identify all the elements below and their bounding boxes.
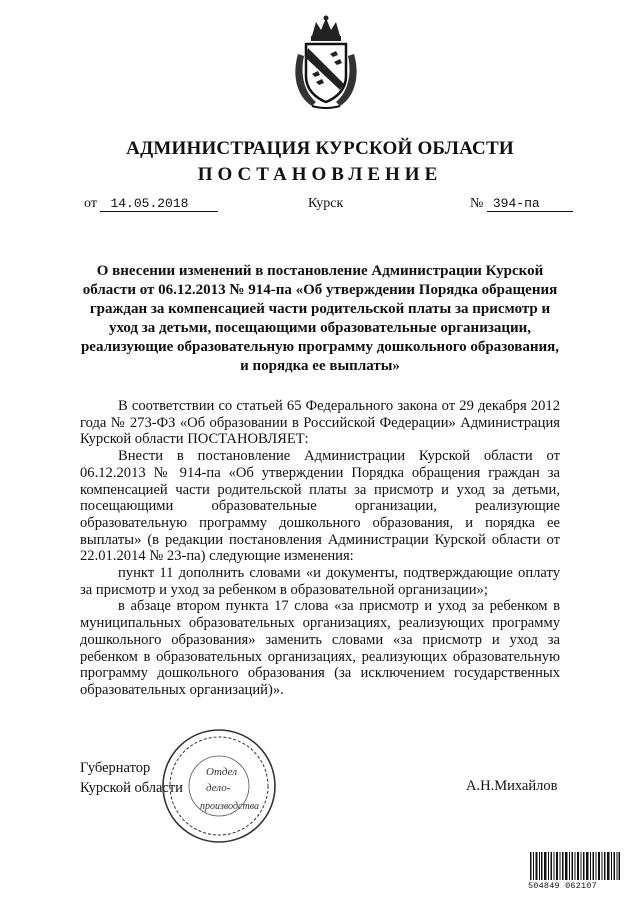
title-line: О внесении изменений в постановление Администрации Курской <box>96 263 544 279</box>
stamp-text-line: Отдел <box>206 766 237 778</box>
number-value: 394-па <box>487 197 573 212</box>
date-prefix: от <box>84 196 97 211</box>
stamp-text-line: производства <box>200 801 259 812</box>
position-line: Курской области <box>80 780 183 796</box>
body-paragraph: в абзаце втором пункта 17 слова «за присмотр и уход за ребенком в муниципальных образовательных организациях, реализующих программу дошкольного образования» заменить словами «за присмотр и уход за ребенком в образовательных организациях, реализующих образовательную программу дошкольного образования (за исключением государственных образовательных организаций)». <box>80 598 560 698</box>
signatory-name: А.Н.Михайлов <box>466 778 558 794</box>
coat-of-arms-emblem <box>290 14 362 110</box>
document-body <box>80 398 560 699</box>
date-field <box>84 196 218 212</box>
barcode <box>530 852 620 880</box>
stamp-text-line: дело- <box>206 782 231 794</box>
title-line: граждан за компенсацией части родительской платы за присмотр и <box>89 301 551 317</box>
title-line: реализующие образовательную программу дошкольного образования, <box>80 339 560 355</box>
number-prefix: № <box>470 196 484 211</box>
date-value: 14.05.2018 <box>100 197 218 212</box>
barcode-number: 504849 062107 <box>528 881 597 891</box>
number-field <box>470 196 573 212</box>
title-line: области от 06.12.2013 № 914-па «Об утверждении Порядка обращения <box>82 282 558 298</box>
title-line: уход за детьми, посещающими образовательные организации, <box>108 320 532 336</box>
organization-title: АДМИНИСТРАЦИЯ КУРСКОЙ ОБЛАСТИ <box>126 138 514 159</box>
city-label: Курск <box>308 196 344 211</box>
position-line: Губернатор <box>80 760 151 776</box>
document-type-title: ПОСТАНОВЛЕНИЕ <box>197 164 443 185</box>
body-paragraph: Внести в постановление Администрации Курской области от 06.12.2013 № 914-па «Об утверждении Порядка обращения граждан за компенсацией части родительской платы за присмотр и уход за детьми, посещающими образовательные организации, реализующие образовательную программу дошкольного образования, и порядка ее выплаты» (в редакции постановления Администрации Курской области от 22.01.2014 № 23-па) следующие изменения: <box>80 448 560 565</box>
body-paragraph: пункт 11 дополнить словами «и документы, подтверждающие оплату за присмотр и уход за ребенком в образовательной организации»; <box>80 565 560 598</box>
document-title <box>80 262 560 376</box>
title-line: и порядка ее выплаты» <box>240 358 400 374</box>
official-stamp <box>160 727 278 845</box>
body-paragraph: В соответствии со статьей 65 Федерального закона от 29 декабря 2012 года № 273-ФЗ «Об образовании в Российской Федерации» Администрация Курской области ПОСТАНОВЛЯЕТ: <box>80 398 560 448</box>
